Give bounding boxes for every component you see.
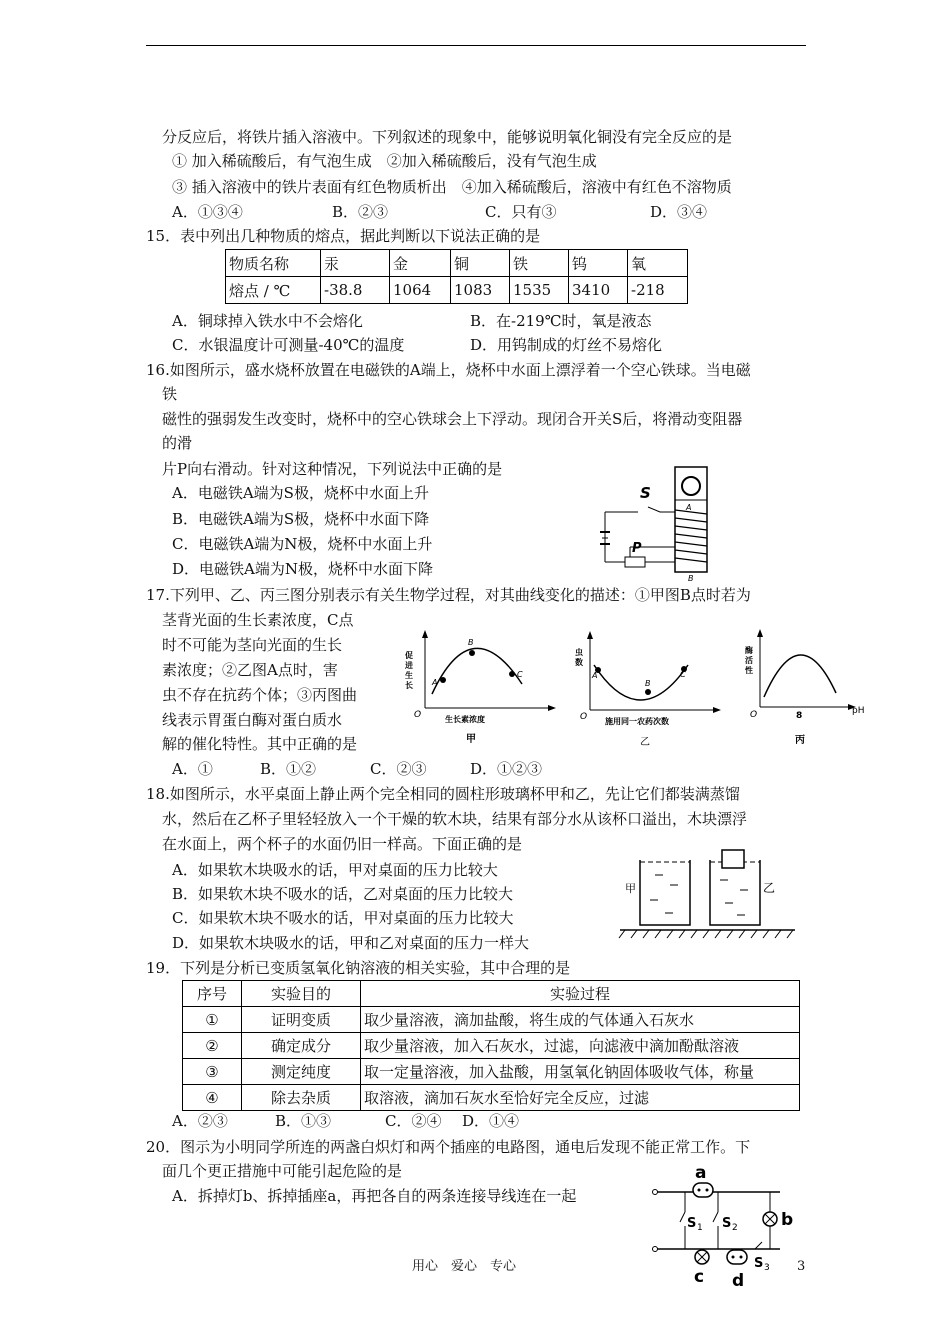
q16-option-b: B．电磁铁A端为S极，烧杯中水面下降: [172, 510, 430, 528]
socket-a-label: a: [695, 1163, 707, 1183]
point-b-label: B: [468, 638, 474, 647]
table-cell: ①: [183, 1007, 242, 1033]
table-header-cell: 序号: [183, 981, 242, 1007]
table-cell: 除去杂质: [242, 1085, 361, 1111]
q17-option-c: C．②③: [370, 760, 427, 778]
table-row: [183, 1033, 800, 1059]
table-row: [226, 277, 688, 304]
q19-experiment-table: [182, 980, 800, 1111]
graph-yi: [570, 625, 730, 750]
lamp-socket-circuit-figure: [650, 1162, 810, 1290]
y-label-char: 虫: [575, 648, 583, 657]
q15-option-a: A．铜球掉入铁水中不会熔化: [172, 312, 363, 330]
q17-line-4: 素浓度；②乙图A点时，害: [162, 661, 338, 679]
q16-line-3: 磁性的强弱发生改变时，烧杯中的空心铁球会上下浮动。现闭合开关S后，将滑动变阻器: [162, 410, 743, 428]
table-cell: 1064: [390, 277, 451, 304]
q16-line-1: 16.如图所示，盛水烧杯放置在电磁铁的A端上，烧杯中水面上漂浮着一个空心铁球。当电磁: [146, 361, 751, 379]
table-cell: 证明变质: [242, 1007, 361, 1033]
table-cell: 熔点 / ℃: [226, 277, 321, 304]
socket-a: [693, 1183, 713, 1197]
table-row: [226, 250, 688, 277]
table-cell: 汞: [321, 250, 390, 277]
q16-line-2: 铁: [162, 385, 178, 403]
slider-label: P: [632, 541, 642, 556]
wood-block: [722, 850, 744, 868]
switch-s2-label: S: [722, 1216, 732, 1231]
x-axis-label: 生长素浓度: [445, 715, 485, 724]
origin-label: O: [414, 710, 422, 720]
q17-line-6: 线表示胃蛋白酶对蛋白质水: [162, 711, 343, 729]
point-b-label: B: [645, 679, 651, 688]
q19-option-d: D．①④: [462, 1112, 520, 1130]
y-label-char: 活: [745, 656, 753, 665]
q16-line-5: 片P向右滑动。针对这种情况，下列说法中正确的是: [162, 460, 503, 478]
table-cell: 取少量溶液，加入石灰水，过滤，向滤液中滴加酚酞溶液: [361, 1033, 800, 1059]
q14-option-c: C．只有③: [485, 203, 557, 221]
table-cell: 取溶液，滴加石灰水至恰好完全反应，过滤: [361, 1085, 800, 1111]
q15-stem: 15．表中列出几种物质的熔点，据此判断以下说法正确的是: [146, 227, 541, 245]
y-label-char: 性: [745, 666, 753, 675]
q17-line-3: 时不可能为茎向光面的生长: [162, 636, 343, 654]
q16-option-a: A．电磁铁A端为S极，烧杯中水面上升: [172, 484, 429, 502]
q15-melting-point-table: [225, 249, 688, 304]
q18-option-d: D．如果软木块吸水的话，甲和乙对桌面的压力一样大: [172, 934, 530, 952]
switch-label: S: [640, 484, 651, 502]
graph-caption: 乙: [640, 737, 650, 748]
table-cell: 物质名称: [226, 250, 321, 277]
table-row: [183, 1007, 800, 1033]
table-cell: 铁: [510, 250, 569, 277]
q15-option-d: D．用钨制成的灯丝不易熔化: [470, 336, 663, 354]
q16-line-4: 的滑: [162, 434, 193, 452]
cup-yi-label: 乙: [763, 881, 776, 895]
q14-continuation: 分反应后，将铁片插入溶液中。下列叙述的现象中，能够说明氧化铜没有完全反应的是: [162, 128, 733, 146]
point-c-label: C: [680, 670, 686, 679]
footer-motto: 用心 爱心 专心: [412, 1259, 517, 1274]
y-label-char: 生: [405, 671, 413, 680]
table-cell: 3410: [569, 277, 628, 304]
cup-jia-label: 甲: [625, 882, 636, 895]
q17-line-2: 茎背光面的生长素浓度，C点: [162, 611, 354, 629]
graph-jia: [400, 628, 570, 748]
q19-option-c: C．②④: [385, 1112, 442, 1130]
point-a-label: A: [592, 671, 598, 680]
table-cell: 确定成分: [242, 1033, 361, 1059]
end-a-label: A: [686, 503, 692, 512]
q15-option-b: B．在-219℃时，氧是液态: [470, 312, 652, 330]
q17-option-b: B．①②: [260, 760, 317, 778]
origin-label: O: [750, 710, 758, 720]
q14-statement-1: ① 加入稀硫酸后，有气泡生成 ②加入稀硫酸后，没有气泡生成: [172, 152, 597, 170]
table-cell: ④: [183, 1085, 242, 1111]
socket-d-label: d: [732, 1271, 745, 1290]
table-cell: 氧: [628, 250, 688, 277]
end-b-label: B: [688, 574, 694, 582]
graph-bing: [740, 625, 870, 750]
table-row: [183, 1085, 800, 1111]
point-c-label: C: [517, 670, 523, 679]
two-cups-figure: [615, 845, 800, 940]
table-cell: 测定纯度: [242, 1059, 361, 1085]
q14-option-b: B．②③: [332, 203, 389, 221]
q20-option-a: A．拆掉灯b、拆掉插座a，再把各自的两条连接导线连在一起: [172, 1187, 577, 1205]
switch-s3-label: S: [754, 1256, 764, 1271]
q18-option-c: C．如果软木块不吸水的话，甲对桌面的压力比较大: [172, 909, 514, 927]
table-cell: ③: [183, 1059, 242, 1085]
q16-option-d: D．电磁铁A端为N极，烧杯中水面下降: [172, 560, 433, 578]
q20-line-1: 20．图示为小明同学所连的两盏白炽灯和两个插座的电路图，通电后发现不能正常工作。下: [146, 1138, 751, 1156]
q19-option-b: B．①③: [275, 1112, 332, 1130]
q15-option-c: C．水银温度计可测量-40℃的温度: [172, 336, 405, 354]
page-number: 3: [797, 1259, 806, 1274]
q18-line-2: 水，然后在乙杯子里轻轻放入一个干燥的软木块，结果有部分水从该杯口溢出，木块漂浮: [162, 810, 748, 828]
table-cell: 1535: [510, 277, 569, 304]
q16-option-c: C．电磁铁A端为N极，烧杯中水面上升: [172, 535, 433, 553]
lamp-c-label: c: [694, 1267, 705, 1287]
x-axis-label: 施用同一农药次数: [605, 717, 669, 726]
table-cell: -38.8: [321, 277, 390, 304]
point-a-label: A: [432, 678, 438, 687]
q17-line-5: 虫不存在抗药个体；③丙图曲: [162, 686, 358, 704]
q18-line-3: 在水面上，两个杯子的水面仍旧一样高。下面正确的是: [162, 835, 523, 853]
y-label-char: 促: [405, 651, 413, 660]
table-cell: 铜: [451, 250, 510, 277]
header-rule: [146, 45, 806, 46]
graph-caption: 甲: [466, 734, 476, 745]
q17-option-a: A．①: [172, 760, 213, 778]
q19-stem: 19．下列是分析已变质氢氧化钠溶液的相关实验，其中合理的是: [146, 959, 571, 977]
y-label-char: 酶: [745, 646, 753, 655]
ph-tick-label: 8: [796, 711, 803, 721]
table-cell: 取少量溶液，滴加盐酸，将生成的气体通入石灰水: [361, 1007, 800, 1033]
table-cell: -218: [628, 277, 688, 304]
table-row: [183, 981, 800, 1007]
y-label-char: 进: [405, 661, 413, 670]
table-cell: 取一定量溶液，加入盐酸，用氢氧化钠固体吸收气体，称量: [361, 1059, 800, 1085]
q17-line-1: 17.下列甲、乙、丙三图分别表示有关生物学过程，对其曲线变化的描述：①甲图B点时若为: [146, 586, 751, 604]
q14-option-a: A．①③④: [172, 203, 243, 221]
y-label-char: 长: [405, 681, 413, 690]
table-cell: 钨: [569, 250, 628, 277]
table-cell: 金: [390, 250, 451, 277]
iron-ball: [682, 477, 700, 495]
switch-s1-label: S: [687, 1216, 697, 1231]
table-header-cell: 实验过程: [361, 981, 800, 1007]
q17-line-7: 解的催化特性。其中正确的是: [162, 735, 358, 753]
x-axis-label: pH: [852, 706, 865, 716]
switch-s1-subscript: 1: [697, 1223, 703, 1233]
switch-s2-subscript: 2: [732, 1223, 738, 1233]
electromagnet-circuit-figure: [600, 462, 725, 582]
lamp-b-label: b: [781, 1210, 794, 1230]
q14-statement-2: ③ 插入溶液中的铁片表面有红色物质析出 ④加入稀硫酸后，溶液中有红色不溶物质: [172, 178, 732, 196]
table-row: [183, 1059, 800, 1085]
table-cell: 1083: [451, 277, 510, 304]
q18-option-a: A．如果软木块吸水的话，甲对桌面的压力比较大: [172, 861, 498, 879]
q18-option-b: B．如果软木块不吸水的话，乙对桌面的压力比较大: [172, 885, 514, 903]
q18-line-1: 18.如图所示，水平桌面上静止两个完全相同的圆柱形玻璃杯甲和乙，先让它们都装满蒸馏: [146, 785, 740, 803]
q14-option-d: D．③④: [650, 203, 708, 221]
origin-label: O: [580, 712, 588, 722]
q19-option-a: A．②③: [172, 1112, 228, 1130]
q17-option-d: D．①②③: [470, 760, 543, 778]
graph-caption: 丙: [795, 735, 805, 746]
table-header-cell: 实验目的: [242, 981, 361, 1007]
socket-d: [727, 1250, 747, 1264]
y-label-char: 数: [575, 658, 583, 667]
table-cell: ②: [183, 1033, 242, 1059]
q20-line-2: 面几个更正措施中可能引起危险的是: [162, 1162, 403, 1180]
switch-s3-subscript: 3: [764, 1263, 770, 1273]
